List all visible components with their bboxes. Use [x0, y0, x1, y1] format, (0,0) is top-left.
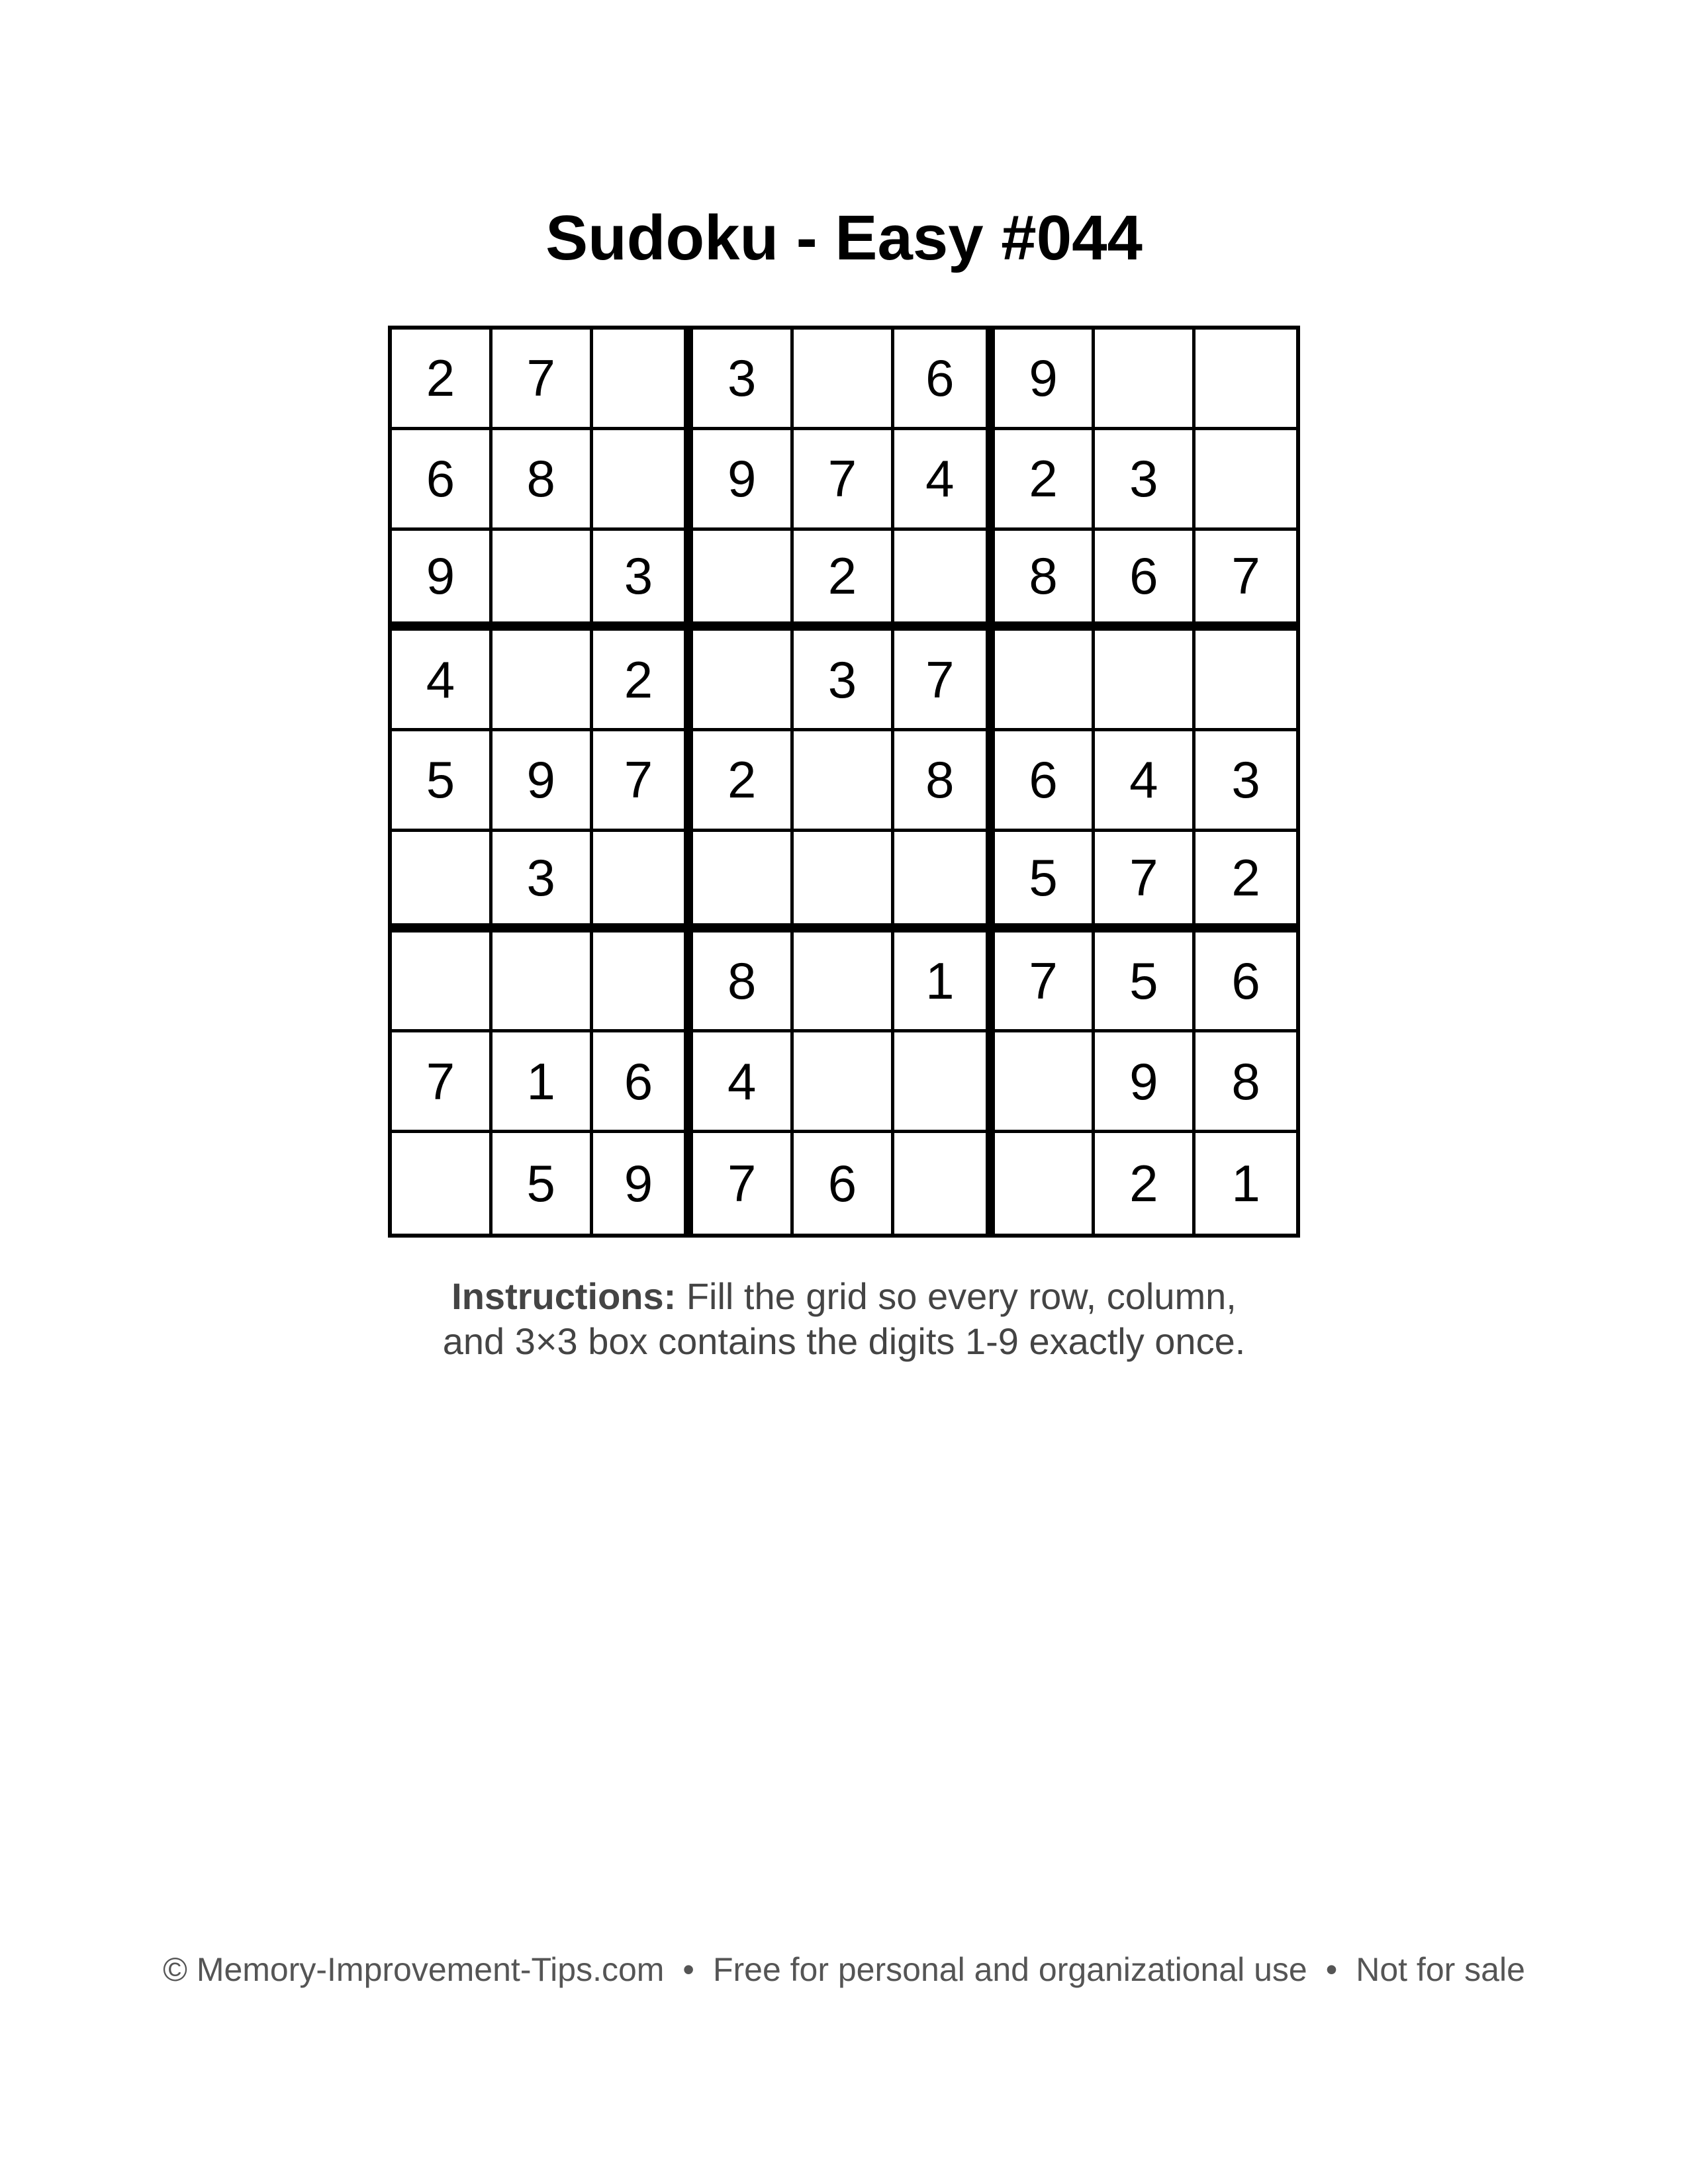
- sudoku-cell[interactable]: [794, 330, 894, 430]
- sudoku-cell: 4: [392, 631, 492, 731]
- sudoku-cell[interactable]: [1196, 631, 1296, 731]
- sudoku-cell: 8: [492, 430, 593, 531]
- sudoku-cell[interactable]: [693, 832, 794, 933]
- sudoku-cell[interactable]: [894, 531, 995, 631]
- sudoku-cell: 9: [1095, 1032, 1196, 1133]
- sudoku-cell[interactable]: [794, 731, 894, 832]
- sudoku-cell[interactable]: [1095, 631, 1196, 731]
- sudoku-cell: 2: [995, 430, 1096, 531]
- sudoku-cell[interactable]: [593, 832, 694, 933]
- sudoku-cell[interactable]: [693, 631, 794, 731]
- sudoku-cell: 2: [693, 731, 794, 832]
- sudoku-cell[interactable]: [894, 1133, 995, 1234]
- footer-sale: Not for sale: [1356, 1951, 1525, 1988]
- sudoku-cell[interactable]: [693, 531, 794, 631]
- sudoku-cell: 7: [995, 933, 1096, 1033]
- sudoku-cell: 7: [894, 631, 995, 731]
- sudoku-cell[interactable]: [995, 631, 1096, 731]
- sudoku-cell: 9: [693, 430, 794, 531]
- sudoku-cell: 2: [794, 531, 894, 631]
- sudoku-cell: 6: [995, 731, 1096, 832]
- instructions-label: Instructions:: [451, 1275, 677, 1317]
- sudoku-cell[interactable]: [392, 933, 492, 1033]
- sudoku-cell: 6: [1095, 531, 1196, 631]
- sudoku-cell[interactable]: [794, 1032, 894, 1133]
- footer-separator: •: [1325, 1951, 1338, 1988]
- sudoku-cell: 4: [894, 430, 995, 531]
- sudoku-cell: 1: [894, 933, 995, 1033]
- footer-usage: Free for personal and organizational use: [712, 1951, 1307, 1988]
- sudoku-cell: 7: [794, 430, 894, 531]
- sudoku-cell: 5: [1095, 933, 1196, 1033]
- sudoku-cell: 6: [392, 430, 492, 531]
- sudoku-cell: 7: [1196, 531, 1296, 631]
- sudoku-cell[interactable]: [392, 832, 492, 933]
- sudoku-cell: 3: [693, 330, 794, 430]
- sudoku-cell: 8: [1196, 1032, 1296, 1133]
- footer-copyright: © Memory-Improvement-Tips.com: [163, 1951, 665, 1988]
- sudoku-cell[interactable]: [1196, 330, 1296, 430]
- sudoku-cell: 6: [1196, 933, 1296, 1033]
- sudoku-cell: 8: [995, 531, 1096, 631]
- sudoku-cell: 3: [1196, 731, 1296, 832]
- instructions-text-1: Fill the grid so every row, column,: [686, 1275, 1237, 1317]
- sudoku-cell: 9: [593, 1133, 694, 1234]
- sudoku-cell[interactable]: [593, 933, 694, 1033]
- sudoku-cell[interactable]: [1196, 430, 1296, 531]
- sudoku-cell: 9: [492, 731, 593, 832]
- sudoku-cell: 3: [593, 531, 694, 631]
- sudoku-cell[interactable]: [894, 832, 995, 933]
- sudoku-cell: 1: [1231, 1154, 1260, 1213]
- sudoku-cell: 4: [1095, 731, 1196, 832]
- sudoku-cell: 2: [1196, 832, 1296, 933]
- sudoku-cell: 8: [693, 933, 794, 1033]
- sudoku-cell: 8: [894, 731, 995, 832]
- sudoku-cell[interactable]: [492, 631, 593, 731]
- sudoku-cell[interactable]: [794, 933, 894, 1033]
- sudoku-cell: 6: [593, 1032, 694, 1133]
- sudoku-cell[interactable]: [1095, 330, 1196, 430]
- sudoku-cell: 2: [1095, 1133, 1196, 1234]
- sudoku-cell: 9: [392, 531, 492, 631]
- sudoku-cell: 3: [794, 631, 894, 731]
- sudoku-cell: 1: [492, 1032, 593, 1133]
- sudoku-cell: 7: [593, 731, 694, 832]
- footer-separator: •: [682, 1951, 694, 1988]
- instructions-line-2: and 3×3 box contains the digits 1-9 exactly once.: [442, 1320, 1246, 1362]
- sudoku-cell[interactable]: [593, 330, 694, 430]
- page-title: Sudoku - Easy #044: [545, 203, 1143, 273]
- instructions: [0, 1274, 1688, 1364]
- sudoku-cell: 4: [693, 1032, 794, 1133]
- sudoku-cell[interactable]: [995, 1133, 1096, 1234]
- sudoku-cell: 9: [995, 330, 1096, 430]
- sudoku-cell: 7: [693, 1133, 794, 1234]
- sudoku-cell: 5: [392, 731, 492, 832]
- footer: [0, 1950, 1688, 1989]
- sudoku-cell[interactable]: [492, 933, 593, 1033]
- sudoku-cell: 5: [492, 1133, 593, 1234]
- sudoku-cell: 3: [492, 832, 593, 933]
- sudoku-cell[interactable]: [894, 1032, 995, 1133]
- sudoku-cell[interactable]: [794, 832, 894, 933]
- sudoku-cell: 6: [794, 1133, 894, 1234]
- sudoku-cell: 2: [392, 330, 492, 430]
- sudoku-cell[interactable]: [392, 1133, 492, 1234]
- instructions-line-1: [0, 1274, 1688, 1319]
- sudoku-cell: 2: [593, 631, 694, 731]
- sudoku-cell[interactable]: [593, 430, 694, 531]
- sudoku-grid: [388, 326, 1300, 1238]
- sudoku-cell: 7: [392, 1032, 492, 1133]
- sudoku-cell[interactable]: [492, 531, 593, 631]
- sudoku-cell: 3: [1095, 430, 1196, 531]
- sudoku-cell: 7: [492, 330, 593, 430]
- sudoku-cell: 6: [894, 330, 995, 430]
- sudoku-cell: 7: [1095, 832, 1196, 933]
- sudoku-cell: 5: [995, 832, 1096, 933]
- sudoku-cell[interactable]: [995, 1032, 1096, 1133]
